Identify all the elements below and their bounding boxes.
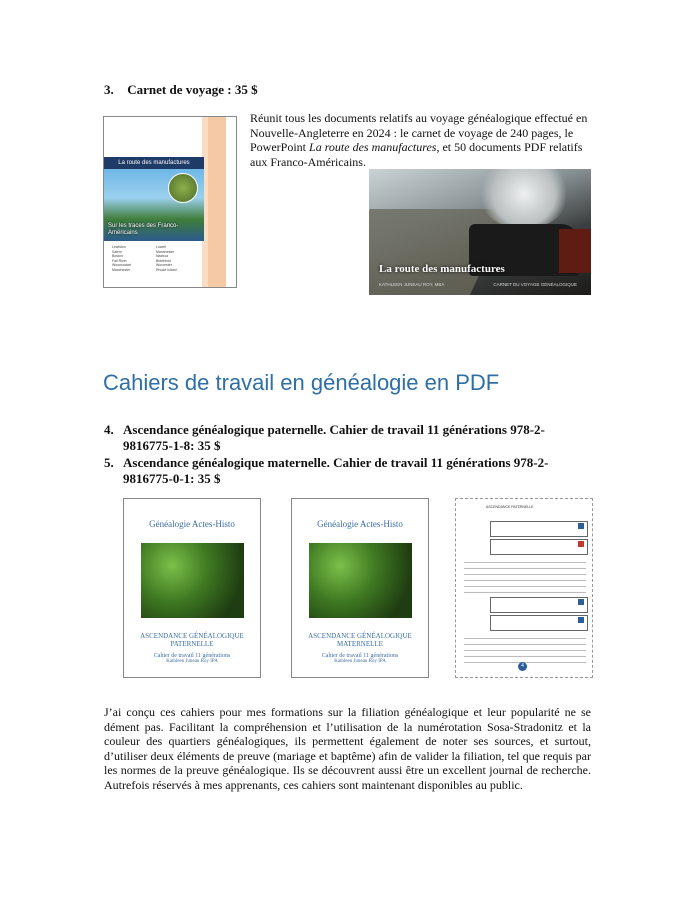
train-image-title: La route des manufactures [379,263,505,275]
city: Worcester [156,263,172,268]
workbooks-description: J’ai conçu ces cahiers pour mes formations sur la filiation généalogique et leur popularité ne se dément pas. Facilitant la compréhension et l’utilisation de la numérotation Sosa-Stradonitz et la couleur des quartiers généalogiques, ils permettent également de noter ses sources, et surtout, d’utiliser deux éléments de preuve (mariage et baptême) afin de valider la filiation, tel que requis par les normes de la preuve généalogique. Ils se découvrent aussi être un excellent journal de recherche. Autrefois réservés à mes apprenants, ces cahiers sont maintenant disponibles au public. [104,705,591,792]
city: Rhode Island [156,267,177,272]
item-title-text: Carnet de voyage : 35 $ [127,82,258,97]
city: Lewiston [112,245,126,249]
paternal-workbook-cover [123,498,261,678]
book-brand: Généalogie Actes-Histo [317,519,403,529]
description-text: Réunit tous les documents relatifs au voyage généalogique effectué en Nouvelle-Angleterre en 2024 : le carnet de voyage de 240 pages, le PowerPoint [250,111,588,154]
cover-photo [104,169,204,241]
book-title: ASCENDANCE GÉNÉALOGIQUE MATERNELLE [308,632,412,648]
list-number: 4. [104,422,114,437]
train-image [369,169,591,295]
list-text: Ascendance généalogique paternelle. Cahier de travail 11 générations 978-2-9816775-1-8: 35 $ [123,422,545,453]
city: Salem [112,249,122,254]
city: Biddeford [156,258,171,263]
section-heading: Cahiers de travail en généalogie en PDF [103,370,500,395]
sheet-header: ASCENDANCE PATERNELLE [486,505,534,509]
form-block [490,597,588,613]
book-subtitle: Cahier de travail 11 générations [153,653,231,659]
page-number-badge: 4 [518,662,527,671]
blue-marker [578,617,584,623]
maternal-workbook-cover [291,498,429,678]
form-block [490,539,588,555]
form-lines [464,633,586,663]
carnet-cover-image [103,116,237,288]
rail-car-shape [559,229,591,273]
list-text: Ascendance généalogique maternelle. Cahier de travail 11 générations 978-2-9816775-0-1: 35 $ [123,455,549,486]
list-item [104,422,574,454]
cover-stripe [208,117,226,287]
city: Lowell [156,245,166,249]
cover-city-list [112,245,202,273]
description-text-end: , et 50 documents PDF relatifs aux Franco-Américains. [250,140,583,169]
tree-photo [309,543,412,618]
cover-band: La route des manufactures [104,157,204,169]
cover-subtitle: Sur les traces des Franco-Américains [108,223,179,236]
book-brand: Généalogie Actes-Histo [149,519,235,529]
city: Fall River [112,258,127,263]
carnet-description [250,111,590,169]
train-image-author: KATHLEEN JUNEAU ROY, MBA [379,282,445,287]
blue-marker [578,523,584,529]
book-edition: Kathleen Juneau Roy IPA [166,659,218,664]
form-lines [464,557,586,593]
book-edition: Kathleen Juneau Roy IPA [334,659,386,664]
city: Woonsocket [112,263,132,268]
city: Nashua [156,254,169,259]
workbook-sample-page [455,498,593,678]
red-marker [578,541,584,547]
book-subtitle: Cahier de travail 11 générations [321,653,399,659]
book-title: ASCENDANCE GÉNÉALOGIQUE PATERNELLE [140,632,244,648]
workbook-list [104,422,574,488]
description-italic: La route des manufactures [309,140,437,154]
item-number: 3. [104,82,114,97]
city: Manchester [156,249,175,254]
item-3-title [104,82,258,98]
tree-photo [141,543,244,618]
list-item [104,455,574,487]
blue-marker [578,599,584,605]
city: Manchester [112,267,131,272]
cover-circle-photo [168,173,198,203]
city: Boston [112,254,123,259]
train-image-tagline: CARNET DU VOYAGE GÉNÉALOGIQUE [493,282,577,287]
list-number: 5. [104,455,114,470]
form-block [490,521,588,537]
form-block [490,615,588,631]
